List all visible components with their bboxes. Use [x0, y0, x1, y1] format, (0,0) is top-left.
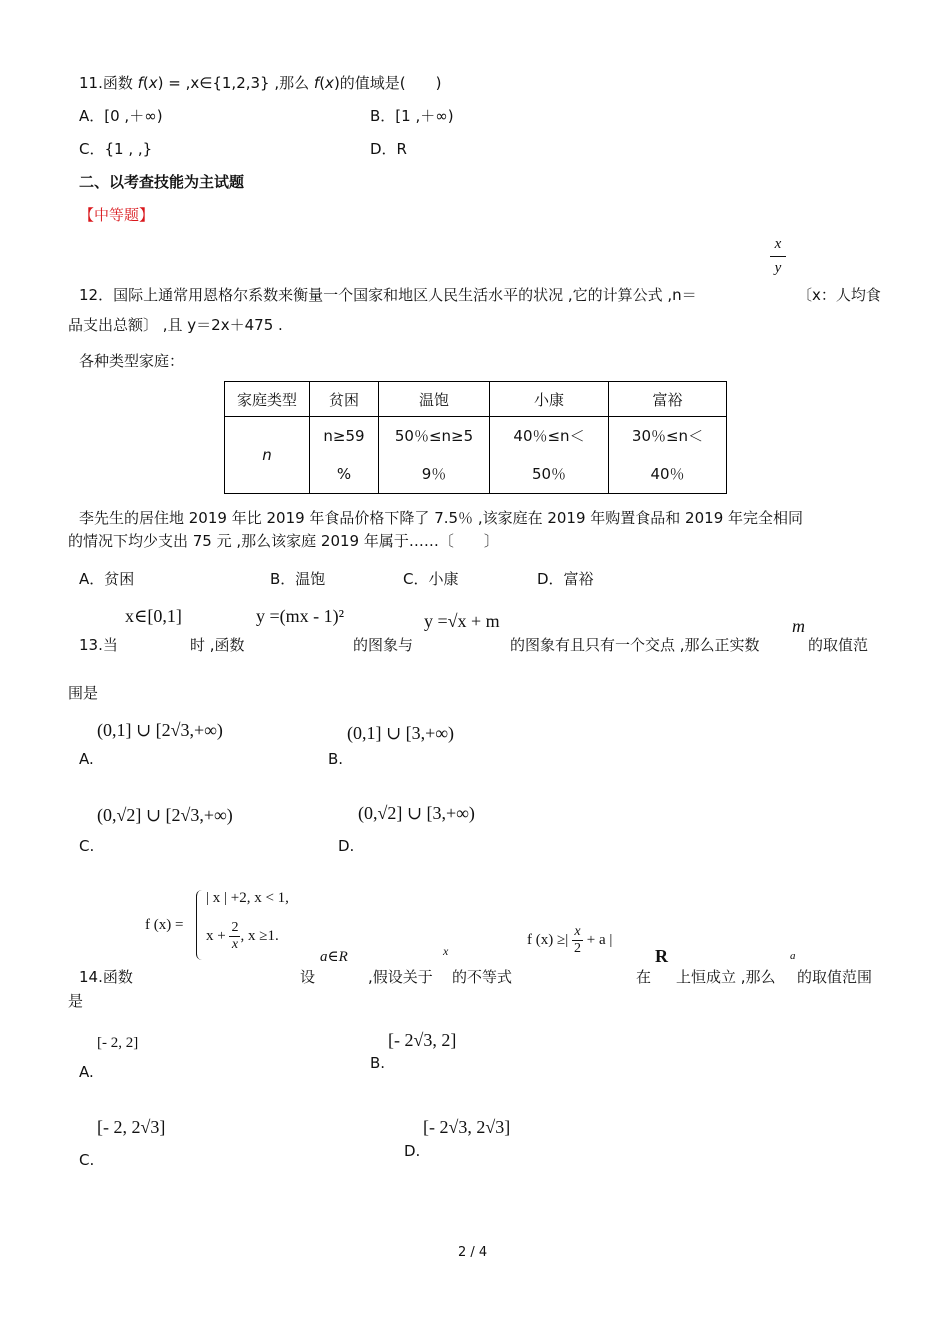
q14-piece2-den: x	[231, 937, 239, 952]
q11-option-c[interactable]: C．{1 , ,}	[79, 140, 153, 158]
q14-text-range: 的取值范围	[797, 968, 873, 986]
q11-stem-mid: ) =	[157, 74, 186, 92]
table-cell-line: 9％	[421, 465, 447, 483]
q12-option-c[interactable]: C．小康	[403, 570, 459, 588]
q14-set-r: R	[655, 946, 668, 966]
family-type-table	[224, 381, 727, 494]
q13-text-graph: 的图象与	[353, 636, 414, 654]
q14-option-a[interactable]: A.	[79, 1063, 94, 1081]
q13-math-y-sqrt: y =√x + m	[424, 611, 500, 631]
table-cell	[490, 417, 609, 494]
table-cell	[609, 417, 727, 494]
q14-option-c[interactable]: C.	[79, 1151, 95, 1169]
q12-option-d[interactable]: D．富裕	[537, 570, 594, 588]
q11-option-a[interactable]: A．[0 ,＋∞)	[79, 107, 163, 125]
q13-option-b[interactable]: B.	[328, 750, 344, 768]
q11-f: f	[137, 74, 143, 92]
q11-x: x	[148, 74, 158, 92]
q14-text-set: 设	[300, 968, 316, 986]
table-row	[225, 417, 727, 494]
q12-option-b[interactable]: B．温饱	[270, 570, 326, 588]
table-cell-line: 50％	[531, 465, 567, 483]
q14-ineq-fraction	[572, 924, 583, 957]
q14-option-d[interactable]: D.	[404, 1142, 421, 1160]
table-header-row	[225, 382, 727, 417]
q14-var-x: x	[443, 944, 449, 958]
q12-fraction-denominator: y	[774, 260, 782, 276]
q12-option-a[interactable]: A．贫困	[79, 570, 135, 588]
q13-math-m: m	[792, 616, 805, 636]
q14-text-cont: 是	[68, 992, 84, 1010]
q13-option-c-math: (0,√2] ∪ [2√3,+∞)	[97, 805, 233, 825]
table-header-cell: 贫困	[310, 382, 379, 417]
difficulty-tag: 【中等题】	[79, 206, 155, 224]
q13-option-d[interactable]: D.	[338, 837, 355, 855]
q13-option-d-math: (0,√2] ∪ [3,+∞)	[358, 803, 475, 823]
q14-piece2-num: 2	[231, 920, 239, 935]
q13-text-intersection: 的图象有且只有一个交点 ,那么正实数	[510, 636, 760, 654]
q13-text-cont: 围是	[68, 684, 99, 702]
q11-x2: x	[325, 74, 334, 92]
q13-text-when: 时 ,函数	[190, 636, 245, 654]
q13-option-c[interactable]: C.	[79, 837, 95, 855]
q14-ineq-num: x	[572, 924, 583, 941]
table-header-cell: 小康	[490, 382, 609, 417]
q14-option-d-math: [- 2√3, 2√3]	[423, 1117, 511, 1137]
q11-option-d[interactable]: D．R	[370, 140, 407, 158]
q11-stem-pre: 11.函数	[79, 74, 138, 92]
q13-option-b-math: (0,1] ∪ [3,+∞)	[347, 723, 455, 743]
q14-piece2-pre: x +	[206, 927, 226, 944]
q14-a-in-r: a∈R	[320, 949, 348, 965]
q14-ineq-post: + a |	[586, 931, 613, 948]
q14-inequality	[527, 924, 612, 957]
q14-ineq-pre: f (x) ≥|	[527, 931, 569, 948]
q12-para1: 李先生的居住地 2019 年比 2019 年食品价格下降了 7.5％ ,该家庭在 2019 年购置食品和 2019 年完全相同	[79, 509, 804, 527]
q14-option-b-math: [- 2√3, 2]	[388, 1030, 457, 1050]
q13-math-x-domain: x∈[0,1]	[125, 606, 182, 626]
q11-option-b[interactable]: B．[1 ,＋∞)	[370, 107, 454, 125]
q11-f2: f	[313, 74, 320, 92]
q12-fraction-numerator: x	[770, 236, 786, 257]
q13-math-y-quadratic: y =(mx - 1)²	[256, 606, 345, 626]
q13-option-a-math: (0,1] ∪ [2√3,+∞)	[97, 720, 223, 740]
q14-option-a-math: [- 2, 2]	[97, 1035, 139, 1051]
table-cell-line: 40％	[650, 465, 685, 483]
q14-piece1: | x | +2, x < 1,	[206, 890, 289, 906]
q12-intro: 各种类型家庭：	[79, 352, 185, 370]
table-cell	[310, 417, 379, 494]
q11-stem-rest: ,x∈{1,2,3} ,那么	[185, 74, 314, 92]
q12-line1: 12．国际上通常用恩格尔系数来衡量一个国家和地区人民生活水平的状况 ,它的计算公式 ,n＝	[79, 286, 697, 304]
q14-piecewise-lhs: f (x) =	[145, 917, 184, 933]
q14-ineq-den: 2	[573, 941, 581, 956]
q13-text-num: 13.当	[79, 636, 118, 654]
q12-line2: 品支出总额〕 ,且 y＝2x＋475 .	[68, 316, 283, 334]
q14-text-hold: 上恒成立 ,那么	[676, 968, 776, 986]
q14-text-if: ,假设关于	[368, 968, 433, 986]
table-cell-line: n≥59	[323, 427, 365, 445]
q14-piecewise-brace	[196, 890, 205, 960]
q13-option-a[interactable]: A.	[79, 750, 94, 768]
table-header-cell: 温饱	[379, 382, 490, 417]
table-cell-line: 30％≤n＜	[631, 427, 704, 445]
q12-para2: 的情况下均少支出 75 元 ,那么该家庭 2019 年属于……〔 〕	[68, 532, 499, 550]
table-cell-line: %	[336, 465, 352, 483]
q14-piece2-fraction	[229, 920, 240, 953]
q11-stem: 11.函数 f(x) = ,x∈{1,2,3} ,那么 f(x)的值域是( )	[79, 74, 442, 92]
q14-option-c-math: [- 2, 2√3]	[97, 1117, 166, 1137]
page-number: 2 / 4	[458, 1245, 488, 1260]
q14-text-num: 14.函数	[79, 968, 133, 986]
q14-piece2-post: , x ≥1.	[240, 927, 279, 944]
section-heading: 二、以考查技能为主试题	[79, 173, 245, 191]
q14-piece2	[206, 920, 279, 953]
table-cell-line: 40％≤n＜	[513, 427, 585, 445]
q12-formula-fraction	[770, 236, 786, 277]
q14-var-a: a	[790, 950, 796, 962]
table-cell-line: 50％≤n≥5	[394, 427, 474, 445]
table-cell	[379, 417, 490, 494]
q14-option-b[interactable]: B.	[370, 1054, 386, 1072]
table-header-cell: 家庭类型	[225, 382, 310, 417]
table-header-cell: 富裕	[609, 382, 727, 417]
table-row-label: n	[225, 417, 310, 494]
q12-line1-tail: 〔x：人均食	[797, 286, 881, 304]
q14-text-ineq: 的不等式	[452, 968, 513, 986]
q11-stem-end: )的值域是( )	[333, 74, 442, 92]
q14-text-on: 在	[636, 968, 652, 986]
q13-text-range: 的取值范	[808, 636, 869, 654]
